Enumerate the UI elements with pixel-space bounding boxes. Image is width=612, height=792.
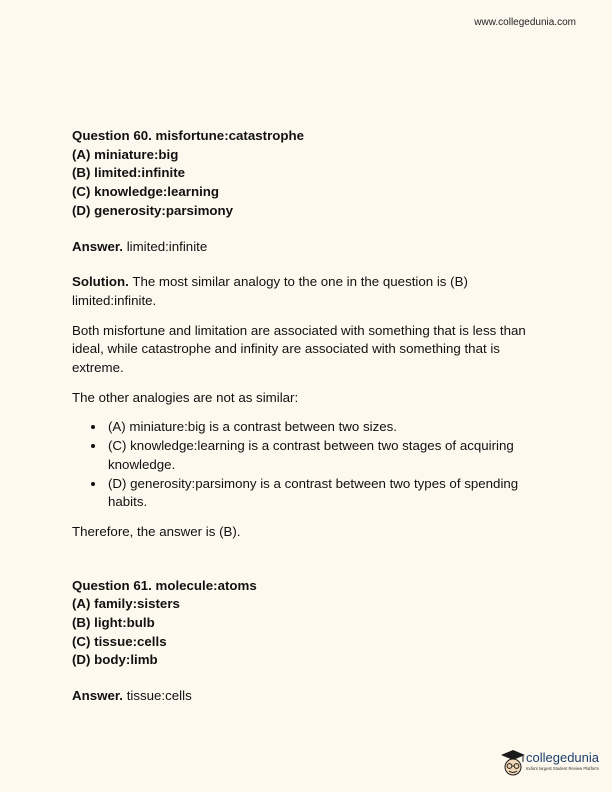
solution-text: The most similar analogy to the one in the question is (B) limited:infinite. (72, 274, 468, 308)
q60-paragraph-2: The other analogies are not as similar: (72, 389, 299, 405)
q61-option-c: (C) tissue:cells (72, 633, 167, 649)
q60-paragraph-1: Both misfortune and limitation are associated with something that is less than ideal, while catastrophe and infinity are associated with something that is extreme. (72, 322, 526, 376)
q61-option-a: (A) family:sisters (72, 596, 180, 612)
answer-label: Answer. (72, 238, 123, 254)
q60-option-c: (C) knowledge:learning (72, 184, 220, 200)
q60-option-b: (B) limited:infinite (72, 165, 186, 181)
q61-option-d: (D) body:limb (72, 652, 158, 668)
q60-option-a: (A) miniature:big (72, 146, 179, 162)
q61-option-b: (B) light:bulb (72, 615, 155, 631)
answer-value: tissue:cells (123, 688, 192, 704)
q60-conclusion: Therefore, the answer is (B). (72, 523, 241, 539)
list-item: • (A) miniature:big is a contrast between two sizes. (106, 418, 542, 437)
q61-answer (72, 687, 542, 706)
logo-wordmark: collegedunia (526, 750, 600, 765)
logo-tagline: India's largest Student Review Platform (526, 766, 599, 771)
answer-value: limited:infinite (123, 238, 208, 254)
q60-answer (72, 238, 542, 257)
q60-option-d: (D) generosity:parsimony (72, 202, 234, 218)
solution-label: Solution. (72, 274, 129, 290)
document-body (72, 127, 542, 706)
question-61-title: Question 61. molecule:atoms (72, 577, 257, 593)
collegedunia-logo[interactable] (500, 748, 604, 778)
list-item: • (D) generosity:parsimony is a contrast between two types of spending habits. (106, 475, 542, 512)
list-item: • (C) knowledge:learning is a contrast between two stages of acquiring knowledge. (106, 437, 542, 474)
question-60-title: Question 60. misfortune:catastrophe (72, 128, 305, 143)
header-url[interactable]: www.collegedunia.com (474, 17, 576, 28)
mascot-icon (500, 748, 526, 778)
q60-bullet-list (72, 418, 542, 512)
q60-solution (72, 273, 542, 310)
answer-label: Answer. (72, 688, 123, 704)
